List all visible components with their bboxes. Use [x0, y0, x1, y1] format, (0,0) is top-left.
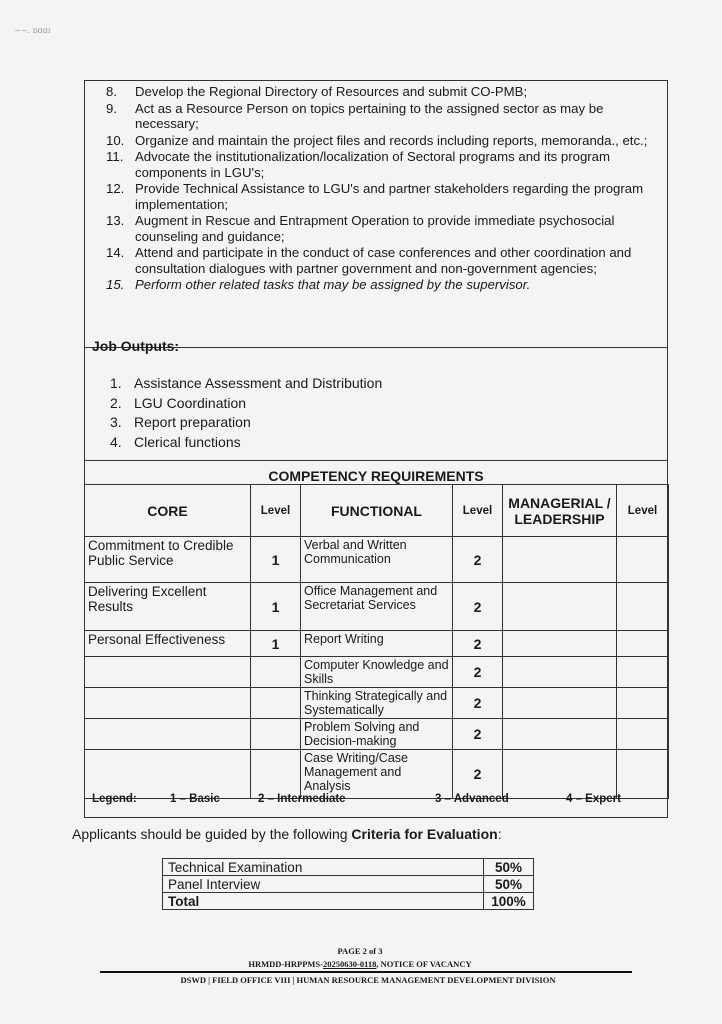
- level-header: Level: [453, 485, 503, 537]
- table-row: [85, 688, 669, 719]
- output-item: [110, 394, 382, 414]
- output-number: 3.: [110, 414, 122, 430]
- functional-competency: Report Writing: [301, 631, 453, 657]
- output-item: [110, 374, 382, 394]
- table-row: [85, 537, 669, 583]
- duty-number: 11.: [106, 149, 124, 164]
- criteria-weight: 100%: [484, 893, 534, 910]
- table-row: [85, 631, 669, 657]
- managerial-header: MANAGERIAL / LEADERSHIP: [503, 485, 617, 537]
- criteria-weight: 50%: [484, 859, 534, 876]
- criteria-intro-text: Applicants should be guided by the following: [72, 826, 352, 842]
- duty-item: [92, 101, 664, 132]
- duty-number: 10.: [106, 132, 125, 148]
- functional-competency: Computer Knowledge and Skills: [301, 657, 453, 688]
- table-row: [163, 859, 534, 876]
- managerial-competency: [503, 537, 617, 583]
- legend-basic: 1 – Basic: [170, 793, 220, 805]
- managerial-competency: [503, 750, 617, 799]
- duty-text: Perform other related tasks that may be assigned by the supervisor.: [135, 277, 531, 292]
- table-row: [163, 893, 534, 910]
- functional-level: 2: [453, 631, 503, 657]
- legend-expert: 4 – Expert: [566, 793, 621, 805]
- criteria-intro: [72, 826, 502, 842]
- core-level: [251, 688, 301, 719]
- criteria-weight: 50%: [484, 876, 534, 893]
- functional-competency: Office Management and Secretariat Services: [301, 583, 453, 631]
- output-item: [110, 433, 382, 453]
- core-competency: [85, 719, 251, 750]
- competency-title: COMPETENCY REQUIREMENTS: [268, 468, 484, 484]
- footer-rule: [100, 971, 632, 973]
- table-row: [85, 583, 669, 631]
- core-level: 1: [251, 583, 301, 631]
- functional-level: 2: [453, 688, 503, 719]
- duty-text: Organize and maintain the project files and records including reports, memoranda., etc.;: [135, 132, 648, 148]
- output-text: Assistance Assessment and Distribution: [134, 375, 383, 391]
- core-level: [251, 719, 301, 750]
- managerial-level: [617, 719, 669, 750]
- core-level: [251, 750, 301, 799]
- managerial-level: [617, 537, 669, 583]
- functional-level: 2: [453, 719, 503, 750]
- core-level: 1: [251, 537, 301, 583]
- functional-level: 2: [453, 583, 503, 631]
- reference-suffix: , NOTICE OF VACANCY: [376, 959, 472, 969]
- criteria-label: Technical Examination: [163, 859, 484, 876]
- functional-level: 2: [453, 657, 503, 688]
- output-text: Clerical functions: [134, 433, 241, 450]
- output-number: 2.: [110, 394, 122, 411]
- functional-competency: Thinking Strategically and Systematically: [301, 688, 453, 719]
- duty-text: Develop the Regional Directory of Resources and submit CO-PMB;: [135, 84, 528, 99]
- core-competency: [85, 657, 251, 688]
- duty-item: [92, 133, 664, 149]
- duty-number: 13.: [106, 213, 125, 228]
- duty-text: Augment in Rescue and Entrapment Operation to provide immediate psychosocial counseling and guidance;: [135, 213, 615, 244]
- duty-item: [92, 213, 664, 244]
- core-level: [251, 657, 301, 688]
- criteria-intro-end: :: [497, 826, 502, 842]
- office-line: DSWD | FIELD OFFICE VIII | HUMAN RESOURCE MANAGEMENT DEVELOPMENT DIVISION: [180, 975, 556, 985]
- managerial-competency: [503, 719, 617, 750]
- legend-advanced: 3 – Advanced: [435, 793, 509, 805]
- managerial-competency: [503, 631, 617, 657]
- core-competency: Delivering Excellent Results: [85, 583, 251, 631]
- criteria-label: Total: [163, 893, 484, 910]
- section-divider: [84, 460, 668, 461]
- managerial-level: [617, 688, 669, 719]
- duty-text: Attend and participate in the conduct of case conferences and other coordination and consultation dialogues with partner government and non-government agencies;: [135, 245, 632, 276]
- document-reference: [100, 959, 620, 969]
- duty-item: [92, 245, 664, 276]
- output-number: 4.: [110, 433, 122, 450]
- core-level: 1: [251, 631, 301, 657]
- scan-mark: ~~. ɒɑɑɪ: [14, 26, 51, 35]
- core-competency: [85, 688, 251, 719]
- managerial-competency: [503, 583, 617, 631]
- table-row: [163, 876, 534, 893]
- legend-intermediate: 2 – Intermediate: [258, 793, 346, 805]
- duty-number: 8.: [106, 84, 117, 99]
- competency-table: [84, 484, 669, 799]
- page-number: PAGE 2 of 3: [337, 946, 383, 956]
- functional-level: 2: [453, 750, 503, 799]
- duty-item: [92, 181, 664, 212]
- output-number: 1.: [110, 375, 122, 391]
- duty-number: 15.: [106, 277, 125, 292]
- functional-competency: Case Writing/Case Management and Analysis: [301, 750, 453, 799]
- output-text: Report preparation: [134, 414, 251, 430]
- competency-header-row: [85, 485, 669, 537]
- core-competency: Commitment to Credible Public Service: [85, 537, 251, 583]
- criteria-intro-bold: Criteria for Evaluation: [351, 826, 498, 842]
- managerial-competency: [503, 688, 617, 719]
- managerial-level: [617, 631, 669, 657]
- table-row: [85, 657, 669, 688]
- duty-text: Provide Technical Assistance to LGU's and partner stakeholders regarding the program implementation;: [135, 181, 644, 212]
- functional-level: 2: [453, 537, 503, 583]
- level-header: Level: [617, 485, 669, 537]
- criteria-label: Panel Interview: [163, 876, 484, 893]
- job-outputs-title: Job Outputs:: [92, 338, 180, 354]
- job-outputs-list: [110, 374, 382, 452]
- duty-number: 12.: [106, 181, 125, 196]
- managerial-competency: [503, 657, 617, 688]
- core-competency: [85, 750, 251, 799]
- core-header: CORE: [85, 485, 251, 537]
- level-header: Level: [251, 485, 301, 537]
- output-item: [110, 413, 382, 433]
- reference-number: 20250630-0118: [322, 959, 377, 969]
- reference-prefix: HRMDD-HRPPMS-: [248, 959, 323, 969]
- duty-number: 9.: [106, 100, 117, 116]
- legend-label: Legend:: [92, 793, 137, 805]
- duty-item: [92, 84, 664, 100]
- duty-text: Act as a Resource Person on topics pertaining to the assigned sector as may be necessary;: [135, 100, 604, 131]
- core-competency: Personal Effectiveness: [85, 631, 251, 657]
- functional-competency: Problem Solving and Decision-making: [301, 719, 453, 750]
- managerial-level: [617, 750, 669, 799]
- duty-text: Advocate the institutionalization/localization of Sectoral programs and its program components in LGU's;: [135, 149, 611, 180]
- duty-number: 14.: [106, 245, 125, 260]
- duty-item: [92, 277, 664, 293]
- duties-list: [92, 84, 664, 294]
- managerial-level: [617, 583, 669, 631]
- managerial-level: [617, 657, 669, 688]
- table-row: [85, 719, 669, 750]
- table-row: [85, 750, 669, 799]
- functional-header: FUNCTIONAL: [301, 485, 453, 537]
- duty-item: [92, 149, 664, 180]
- functional-competency: Verbal and Written Communication: [301, 537, 453, 583]
- output-text: LGU Coordination: [134, 394, 247, 411]
- criteria-table: [162, 858, 534, 910]
